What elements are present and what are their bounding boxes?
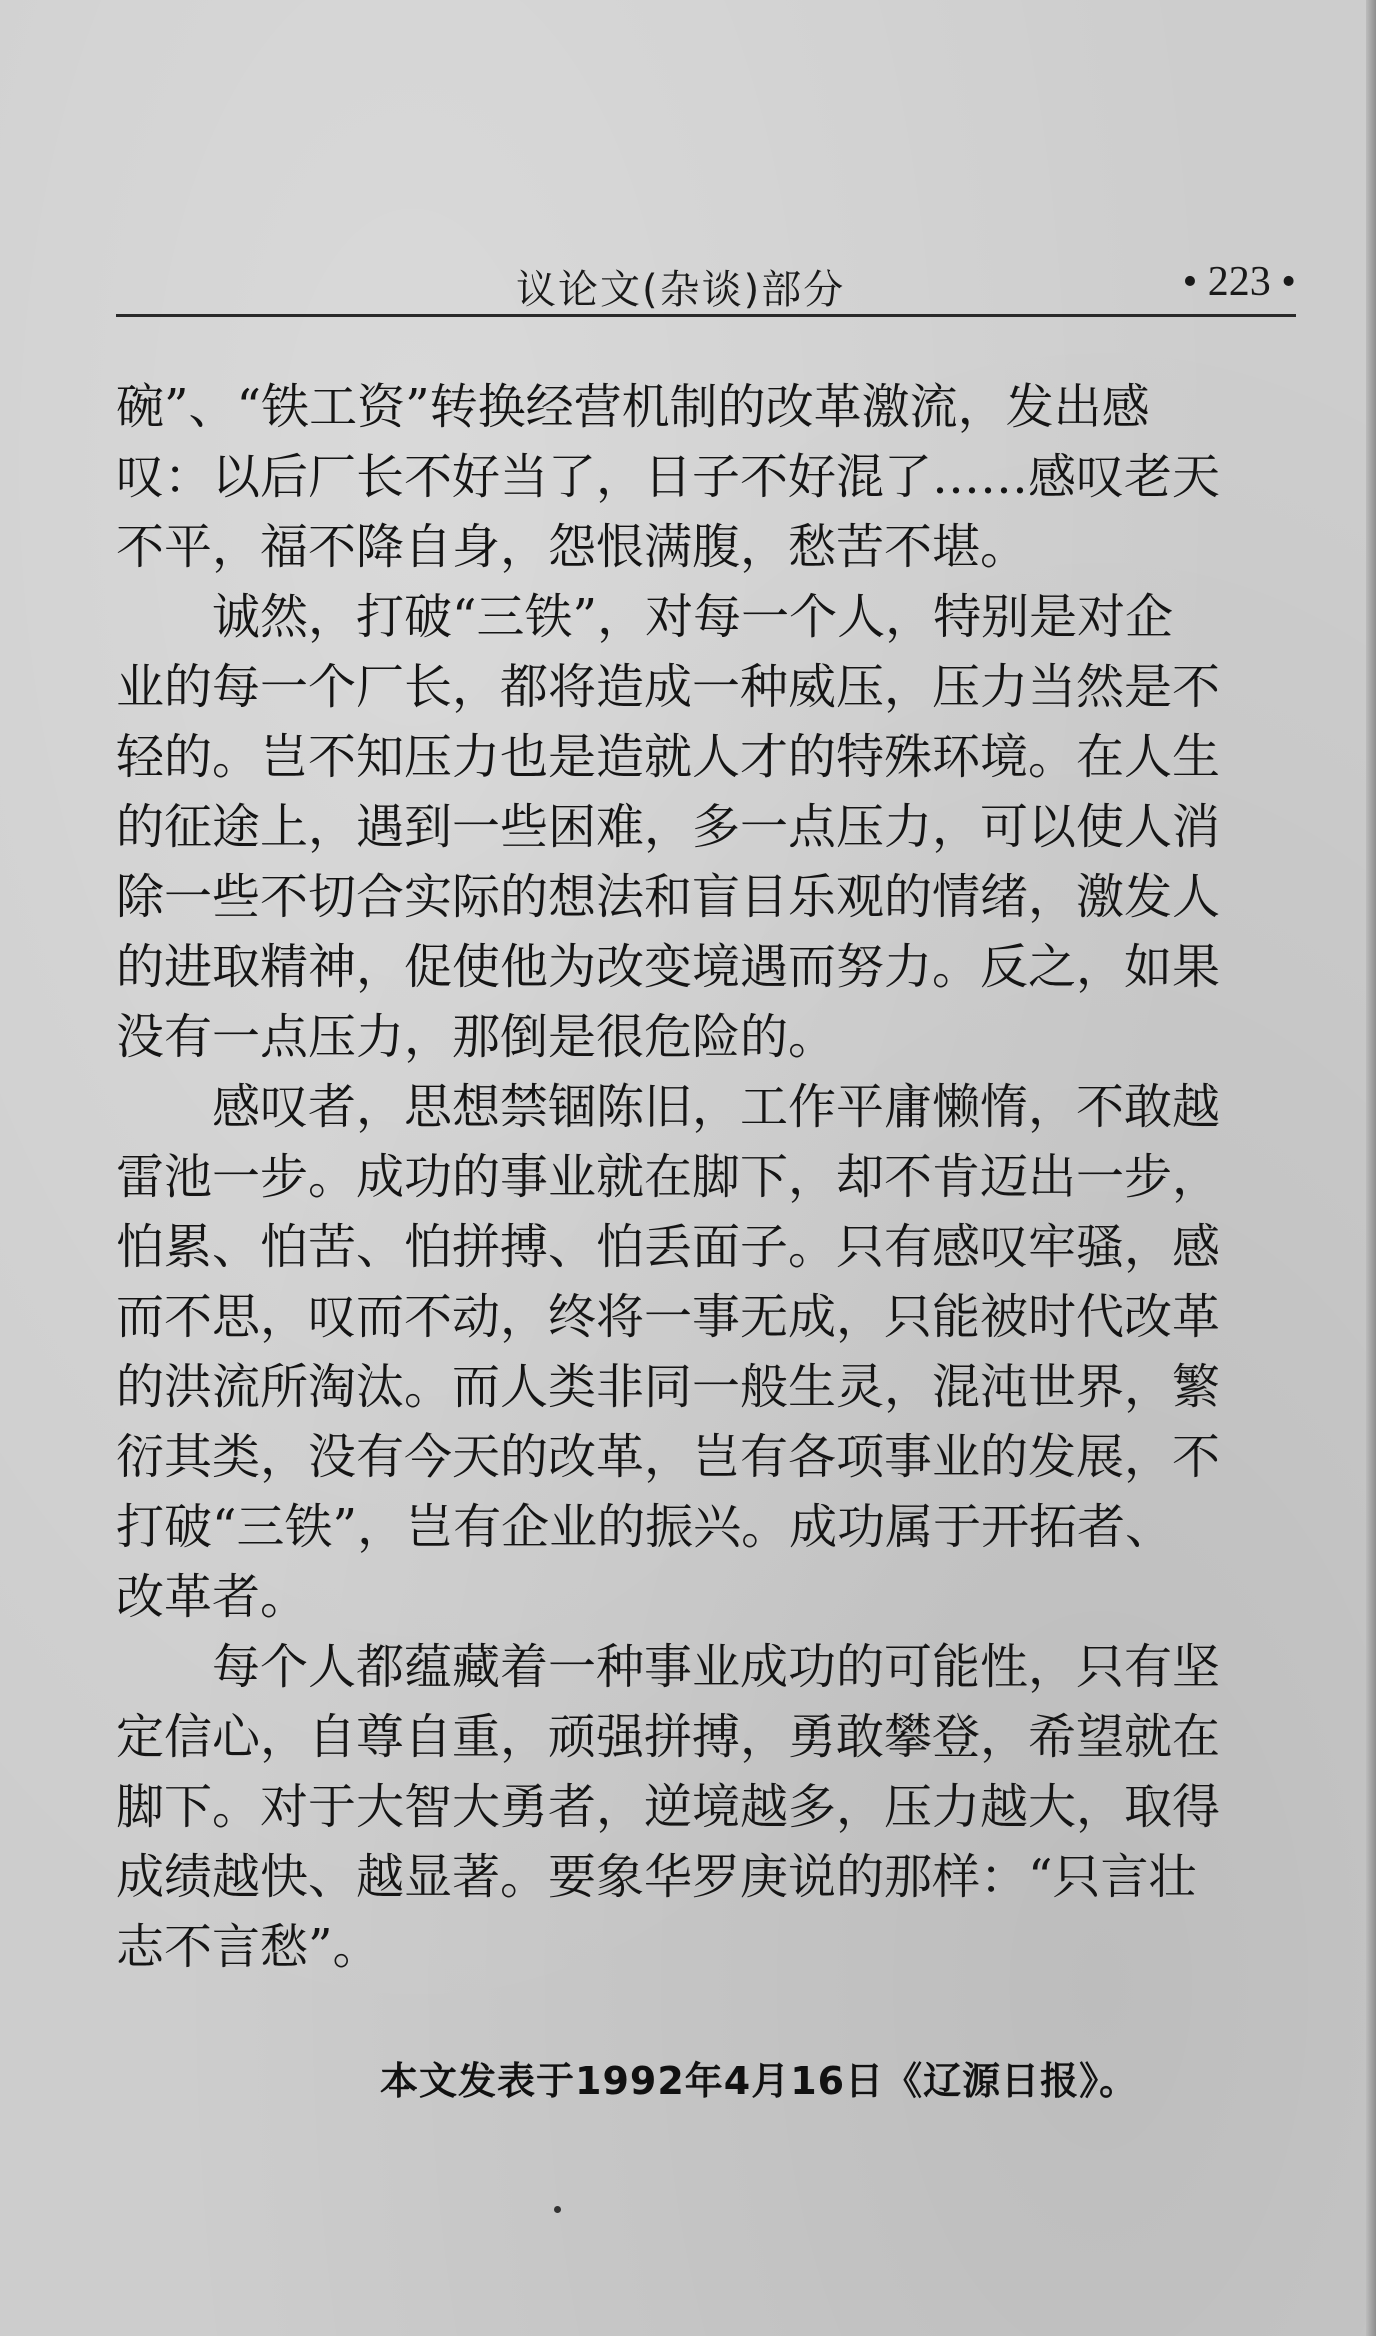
page-edge-shadow — [1366, 0, 1376, 2336]
text-line: 轻的。岂不知压力也是造就人才的特殊环境。在人生 — [116, 729, 1221, 785]
text-line: 的进取精神，促使他为改变境遇而努力。反之，如果 — [116, 939, 1221, 995]
text-line: 怕累、怕苦、怕拼搏、怕丢面子。只有感叹牢骚，感 — [116, 1219, 1221, 1275]
text-line: 定信心，自尊自重，顽强拼搏，勇敢攀登，希望就在 — [116, 1709, 1221, 1765]
text-line: 改革者。 — [116, 1569, 309, 1625]
article-body — [116, 372, 1296, 1982]
page-number: • 223 • — [1182, 259, 1296, 305]
text-line: 雷池一步。成功的事业就在脚下，却不肯迈出一步， — [116, 1149, 1221, 1205]
text-line: 不平，福不降自身，怨恨满腹，愁苦不堪。 — [116, 519, 1029, 575]
text-line: 碗”、“铁工资”转换经营机制的改革激流，发出感 — [116, 379, 1150, 435]
text-line: 打破“三铁”，岂有企业的振兴。成功属于开拓者、 — [116, 1499, 1174, 1555]
page-speck — [554, 2206, 561, 2213]
text-line: 没有一点压力，那倒是很危险的。 — [116, 1009, 837, 1065]
text-line: 的洪流所淘汰。而人类非同一般生灵，混沌世界，繁 — [116, 1359, 1221, 1415]
section-title: 议论文(杂谈)部分 — [516, 267, 846, 313]
header-rule — [116, 314, 1296, 317]
text-line: 志不言愁”。 — [116, 1919, 381, 1975]
text-line: 感叹者，思想禁锢陈旧，工作平庸懒惰，不敢越 — [212, 1079, 1221, 1135]
text-line: 而不思，叹而不动，终将一事无成，只能被时代改革 — [116, 1289, 1221, 1345]
publication-note: 本文发表于1992年4月16日《辽源日报》。 — [380, 2059, 1139, 2103]
text-line: 业的每一个厂长，都将造成一种威压，压力当然是不 — [116, 659, 1221, 715]
text-line: 成绩越快、越显著。要象华罗庚说的那样：“只言壮 — [116, 1849, 1197, 1905]
text-line: 每个人都蕴藏着一种事业成功的可能性，只有坚 — [212, 1639, 1221, 1695]
text-line: 衍其类，没有今天的改革，岂有各项事业的发展，不 — [116, 1429, 1221, 1485]
text-line: 脚下。对于大智大勇者，逆境越多，压力越大，取得 — [116, 1779, 1221, 1835]
text-line: 叹：以后厂长不好当了，日子不好混了……感叹老天 — [116, 449, 1221, 505]
text-line: 诚然，打破“三铁”，对每一个人，特别是对企 — [212, 589, 1174, 645]
text-line: 的征途上，遇到一些困难，多一点压力，可以使人消 — [116, 799, 1221, 855]
text-line: 除一些不切合实际的想法和盲目乐观的情绪，激发人 — [116, 869, 1221, 925]
running-header — [116, 254, 1296, 316]
